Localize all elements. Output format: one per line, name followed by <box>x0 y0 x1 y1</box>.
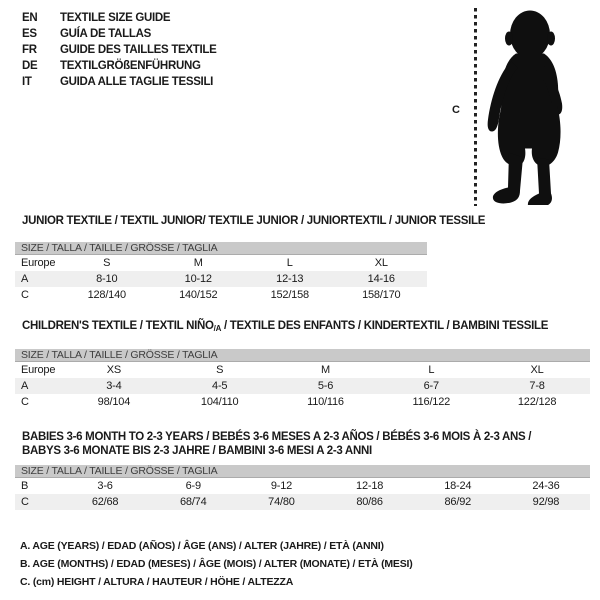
guide-title-en: TEXTILE SIZE GUIDE <box>60 12 171 24</box>
age-cell: 10-12 <box>184 273 212 285</box>
age-cell: 8-10 <box>96 273 118 285</box>
top-section <box>0 0 600 210</box>
row-label: C <box>21 396 29 408</box>
height-cell: 122/128 <box>517 396 557 408</box>
children-section-heading <box>22 320 600 335</box>
guide-title-fr: GUIDE DES TAILLES TEXTILE <box>60 44 217 56</box>
age-cell: 24-36 <box>532 480 560 492</box>
table-row <box>15 287 427 303</box>
size-cell: L <box>428 364 435 376</box>
height-cell: 152/158 <box>270 289 309 301</box>
height-cell: 80/86 <box>356 496 383 508</box>
table-row <box>15 271 427 287</box>
row-label: C <box>21 496 29 508</box>
language-row-en <box>22 10 217 26</box>
age-cell: 7-8 <box>529 380 545 392</box>
heading-line-1: BABIES 3-6 MONTH TO 2-3 YEARS / BEBÉS 3-6 MESES A 2-3 AÑOS / BÉBÉS 3-6 MOIS À 2-3 ANS / <box>22 431 532 443</box>
language-code: FR <box>22 44 37 56</box>
language-row-es <box>22 26 217 42</box>
language-row-fr <box>22 42 217 58</box>
size-cell: XS <box>106 364 122 376</box>
height-cell: 104/110 <box>200 396 239 408</box>
size-cell: M <box>193 257 203 269</box>
age-cell: 14-16 <box>367 273 395 285</box>
heading-line-2: BABYS 3-6 MONATE BIS 2-3 JAHRE / BAMBINI 3-6 MESI A 2-3 ANNI <box>22 445 372 457</box>
language-list <box>22 10 217 90</box>
heading-subscript: /A <box>213 324 222 333</box>
babies-size-table <box>15 465 590 510</box>
table-row <box>15 378 590 394</box>
junior-section-heading: JUNIOR TEXTILE / TEXTIL JUNIOR/ TEXTILE JUNIOR / JUNIORTEXTIL / JUNIOR TESSILE <box>22 215 486 227</box>
table-row <box>15 478 590 494</box>
language-code: ES <box>22 28 37 40</box>
height-cell: 98/104 <box>97 396 131 408</box>
row-label: B <box>21 480 29 492</box>
row-label: Europe <box>21 364 56 376</box>
age-cell: 9-12 <box>270 480 293 492</box>
height-measure-dotted-line <box>474 8 477 206</box>
table-row <box>15 494 590 510</box>
size-cell: L <box>286 257 293 269</box>
height-cell: 74/80 <box>268 496 295 508</box>
legend-notes <box>20 537 600 591</box>
size-header-bar: SIZE / TALLA / TAILLE / GRÖSSE / TAGLIA <box>15 242 427 255</box>
babies-section-heading <box>22 430 600 458</box>
size-cell: XL <box>374 257 388 269</box>
language-code: IT <box>22 76 32 88</box>
guide-title-de: TEXTILGRÖßENFÜHRUNG <box>60 60 201 72</box>
baby-silhouette-icon <box>483 9 573 205</box>
height-cell: 92/98 <box>532 496 560 508</box>
language-code: EN <box>22 12 38 24</box>
row-label: C <box>21 289 29 301</box>
size-cell: XL <box>530 364 544 376</box>
age-cell: 4-5 <box>212 380 228 392</box>
age-cell: 12-18 <box>356 480 384 492</box>
age-cell: 6-7 <box>423 380 439 392</box>
age-cell: 18-24 <box>444 480 472 492</box>
height-cell: 128/140 <box>87 289 126 301</box>
height-cell: 62/68 <box>91 496 119 508</box>
size-header-bar: SIZE / TALLA / TAILLE / GRÖSSE / TAGLIA <box>15 349 590 362</box>
guide-title-it: GUIDA ALLE TAGLIE TESSILI <box>60 76 214 88</box>
size-header-bar: SIZE / TALLA / TAILLE / GRÖSSE / TAGLIA <box>15 465 590 478</box>
height-cell: 86/92 <box>444 496 472 508</box>
children-size-table <box>15 349 590 410</box>
size-cell: S <box>103 257 111 269</box>
legend-note-b: B. AGE (MONTHS) / EDAD (MESES) / ÂGE (MOIS) / ALTER (MONATE) / ETÀ (MESI) <box>20 558 413 570</box>
language-code: DE <box>22 60 38 72</box>
size-cell: M <box>321 364 330 376</box>
age-cell: 12-13 <box>276 273 304 285</box>
height-cell: 116/122 <box>412 396 451 408</box>
table-row <box>15 255 427 271</box>
legend-note-c: C. (cm) HEIGHT / ALTURA / HAUTEUR / HÖHE / ALTEZZA <box>20 576 294 588</box>
table-row <box>15 362 590 378</box>
junior-size-table <box>15 242 427 303</box>
height-cell: 140/152 <box>179 289 218 301</box>
table-row <box>15 394 590 410</box>
age-cell: 6-9 <box>185 480 201 492</box>
heading-text: CHILDREN'S TEXTILE / TEXTIL NIÑO <box>22 320 214 332</box>
size-cell: S <box>216 364 224 376</box>
language-row-it <box>22 74 217 90</box>
age-cell: 5-6 <box>317 380 334 392</box>
row-label: A <box>21 380 29 392</box>
age-cell: 3-4 <box>106 380 122 392</box>
language-row-de <box>22 58 217 74</box>
height-cell: 158/170 <box>362 289 401 301</box>
heading-text: / TEXTILE DES ENFANTS / KINDERTEXTIL / BAMBINI TESSILE <box>221 320 549 332</box>
height-cell: 110/116 <box>307 396 344 408</box>
row-label: A <box>21 273 29 285</box>
height-cell: 68/74 <box>179 496 207 508</box>
guide-title-es: GUÍA DE TALLAS <box>60 28 151 40</box>
height-measure-label: C <box>452 104 460 116</box>
legend-note-a: A. AGE (YEARS) / EDAD (AÑOS) / ÂGE (ANS) / ALTER (JAHRE) / ETÀ (ANNI) <box>20 540 384 552</box>
row-label: Europe <box>21 257 56 269</box>
age-cell: 3-6 <box>97 480 113 492</box>
